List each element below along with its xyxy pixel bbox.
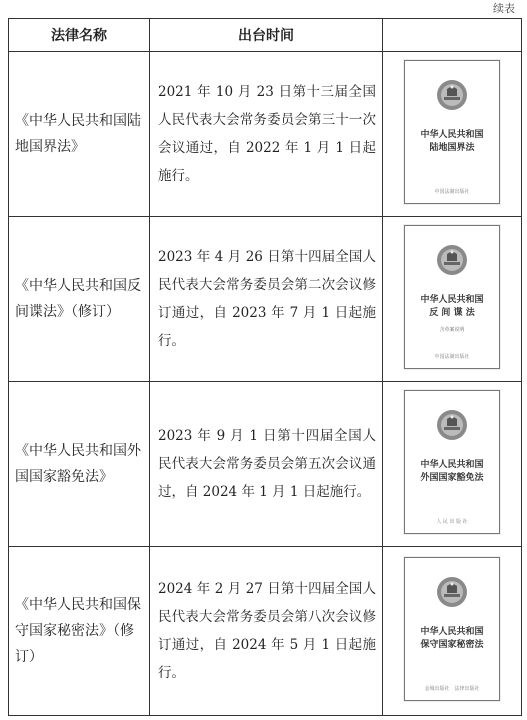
cover-title: 中华人民共和国 陆地国界法 [420,130,484,153]
header-cover [383,19,522,52]
cover-cell [383,217,522,382]
enact-time-cell: 2021 年 10 月 23 日第十三届全国人民代表大会常务委员会第三十一次会议通过，自 2022 年 1 月 1 日起施行。 [150,52,383,217]
enact-time-cell: 2023 年 9 月 1 日第十四届全国人民代表大会常务委员会第五次会议通过，自 2024 年 1 月 1 日起施行。 [150,382,383,547]
cover-publisher: 金城出版社 法律出版社 [424,686,480,692]
enact-time-cell: 2023 年 4 月 26 日第十四届全国人民代表大会常务委员会第二次会议修订通过，自 2023 年 7 月 1 日起施行。 [150,217,383,382]
laws-table [8,18,522,716]
national-emblem-icon [436,244,468,276]
law-name-cell: 《中华人民共和国外国国家豁免法》 [9,382,150,547]
continued-label: 续表 [493,2,515,15]
header-law-name: 法律名称 [9,19,150,52]
table-row [9,217,522,382]
law-name-cell: 《中华人民共和国陆地国界法》 [9,52,150,217]
table-row [9,52,522,217]
cover-publisher: 人 民 出 版 社 [436,519,468,525]
cover-title: 中华人民共和国 外国国家豁免法 [420,460,484,483]
cover-title: 中华人民共和国 反 间 谍 法 [420,295,484,318]
cover-subtitle: 含草案说明 [439,327,465,333]
national-emblem-icon [436,79,468,111]
cover-publisher: 中国法制出版社 [434,189,470,195]
table-row [9,382,522,547]
enact-time-cell: 2024 年 2 月 27 日第十四届全国人民代表大会常务委员会第八次会议修订通过，自 2024 年 5 月 1 日起施行。 [150,547,383,716]
cover-cell [383,382,522,547]
header-enact-time: 出台时间 [150,19,383,52]
table-row [9,547,522,716]
cover-cell [383,52,522,217]
book-cover-image [404,390,500,534]
table-header-row [9,19,522,52]
cover-cell [383,547,522,716]
law-name-cell: 《中华人民共和国保守国家秘密法》（修订） [9,547,150,716]
book-cover-image [404,60,500,204]
book-cover-image [404,557,500,701]
law-name-cell: 《中华人民共和国反间谍法》（修订） [9,217,150,382]
cover-publisher: 中国法制出版社 [434,354,470,360]
cover-title: 中华人民共和国 保守国家秘密法 [420,627,484,650]
national-emblem-icon [436,409,468,441]
book-cover-image [404,225,500,369]
national-emblem-icon [436,576,468,608]
